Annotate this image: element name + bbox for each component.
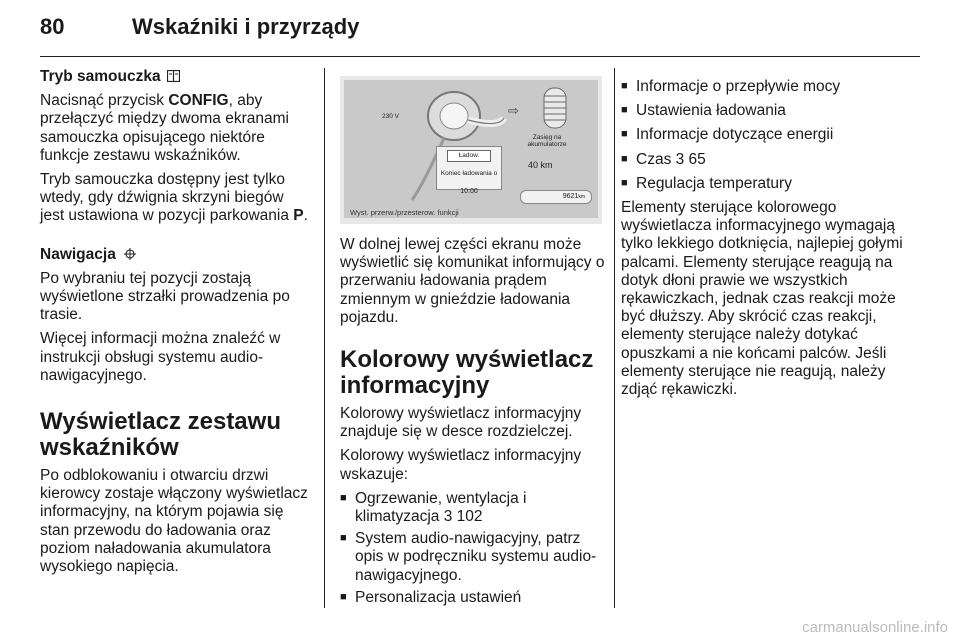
- cluster-display-paragraph: Po odblokowaniu i otwarciu drzwi kierowcy zostaje włączony wyświetlacz informacyjny, na którym pojawia się stan przewodu do ładowania oraz poziom naładowania akumulatora wysokiego napięcia.: [40, 467, 308, 576]
- odometer-display: [520, 190, 592, 204]
- odometer-unit: km: [578, 194, 585, 200]
- status-end-time-label: Koniec ładowania o: [440, 170, 498, 177]
- list-item: ■ Informacje o przepływie mocy: [621, 78, 911, 96]
- list-item: ■ System audio-nawigacyjny, patrz opis w podręczniku systemu audio-nawigacyjnego.: [340, 530, 610, 585]
- section-title-color-display: Kolorowy wyświetlacz informacyjny: [340, 346, 594, 400]
- column-divider-2: [614, 68, 615, 608]
- navigation-heading-text: Nawigacja: [40, 245, 116, 263]
- park-position-label: P: [293, 207, 304, 225]
- color-display-list-continued: [621, 78, 911, 193]
- charging-display-figure: [340, 76, 602, 224]
- text-run: Nacisnąć przycisk: [40, 92, 169, 110]
- text-run: .: [303, 207, 308, 225]
- watermark: carmanualsonline.info: [802, 619, 948, 636]
- column-divider-1: [324, 68, 325, 608]
- color-display-paragraph-2: Kolorowy wyświetlacz informacyjny wskazuje:: [340, 447, 582, 483]
- status-end-time: 10:00: [460, 188, 478, 196]
- odometer-value: 9621: [562, 193, 579, 200]
- list-item: ■ Regulacja temperatury: [621, 175, 911, 193]
- navigation-paragraph-2: Więcej informacji można znaleźć w instrukcji obsługi systemu audio-nawigacyjnego.: [40, 330, 281, 384]
- voltage-label: 230 V: [382, 113, 399, 120]
- compass-icon: [124, 248, 136, 260]
- section-title-cluster-display: Wyświetlacz zestawu wskaźników: [40, 408, 281, 462]
- color-display-paragraph-1: Kolorowy wyświetlacz informacyjny znajduje się w desce rozdzielczej.: [340, 405, 582, 441]
- list-item: ■ Czas 3 65: [621, 151, 911, 169]
- color-display-list: [340, 490, 610, 607]
- battery-icon: [542, 84, 568, 130]
- touch-controls-paragraph: Elementy sterujące kolorowego wyświetlacza informacyjnego wymagają tylko lekkiego dotknięcia, najlepiej gołymi palcami. Elementy sterujące reagują na dotyk dłoni prawie we wszystkich rękawiczkach, jednak czas reakcji może być dłuższy. Aby skrócić czas reakcji, elementy sterujące należy dotykać opuszkami a nie końcami palców. Jeśli elementy sterujące nie reagują, należy zdjąć rękawiczki.: [621, 199, 903, 399]
- text-run: Tryb samouczka dostępny jest tylko wtedy, gdy dźwignia skrzyni biegów jest ustawiona w pozycji parkowania: [40, 171, 294, 225]
- page-number: 80: [40, 14, 65, 39]
- tutorial-paragraph-2: [40, 171, 310, 226]
- column-left: [40, 68, 310, 582]
- range-value: 40 km: [528, 160, 553, 170]
- figure-caption: W dolnej lewej części ekranu może wyświetlić się komunikat informujący o przerwaniu ładowania prądem zmiennym w gnieździe ładowania pojazdu.: [340, 236, 605, 326]
- config-key-label: CONFIG: [168, 92, 229, 110]
- page-header: [40, 10, 920, 50]
- tutorial-paragraph-1: [40, 92, 310, 165]
- column-middle: [340, 68, 610, 613]
- range-label: Zasięg na akumulatorze: [527, 134, 567, 148]
- list-item: ■ Ustawienia ładowania: [621, 102, 911, 120]
- display-screen: [344, 80, 598, 218]
- status-charging: Ładow.: [447, 150, 491, 162]
- subheading-tutorial: [40, 68, 310, 86]
- page-title: Wskaźniki i przyrządy: [132, 14, 360, 39]
- text-run: , aby przełączyć między dwoma ekranami samouczka opisującego niektóre funkcje zestawu wskaźników.: [40, 92, 289, 164]
- charging-status-panel: [436, 146, 502, 196]
- arrow-icon: ⇨: [508, 103, 519, 118]
- header-rule: [40, 56, 920, 57]
- subheading-navigation: [40, 246, 310, 264]
- column-right: [621, 78, 911, 405]
- interruption-message: Wyst. przerw./przesterow. funkcji: [350, 208, 459, 217]
- book-icon: [167, 70, 180, 82]
- navigation-paragraph-1: Po wybraniu tej pozycji zostają wyświetlone strzałki prowadzenia po trasie.: [40, 269, 290, 324]
- list-item: ■ Ogrzewanie, wentylacja i klimatyzacja 3 102: [340, 490, 610, 526]
- list-item: ■ Personalizacja ustawień: [340, 589, 610, 607]
- tutorial-heading-text: Tryb samouczka: [40, 68, 161, 85]
- list-item: ■ Informacje dotyczące energii: [621, 126, 911, 144]
